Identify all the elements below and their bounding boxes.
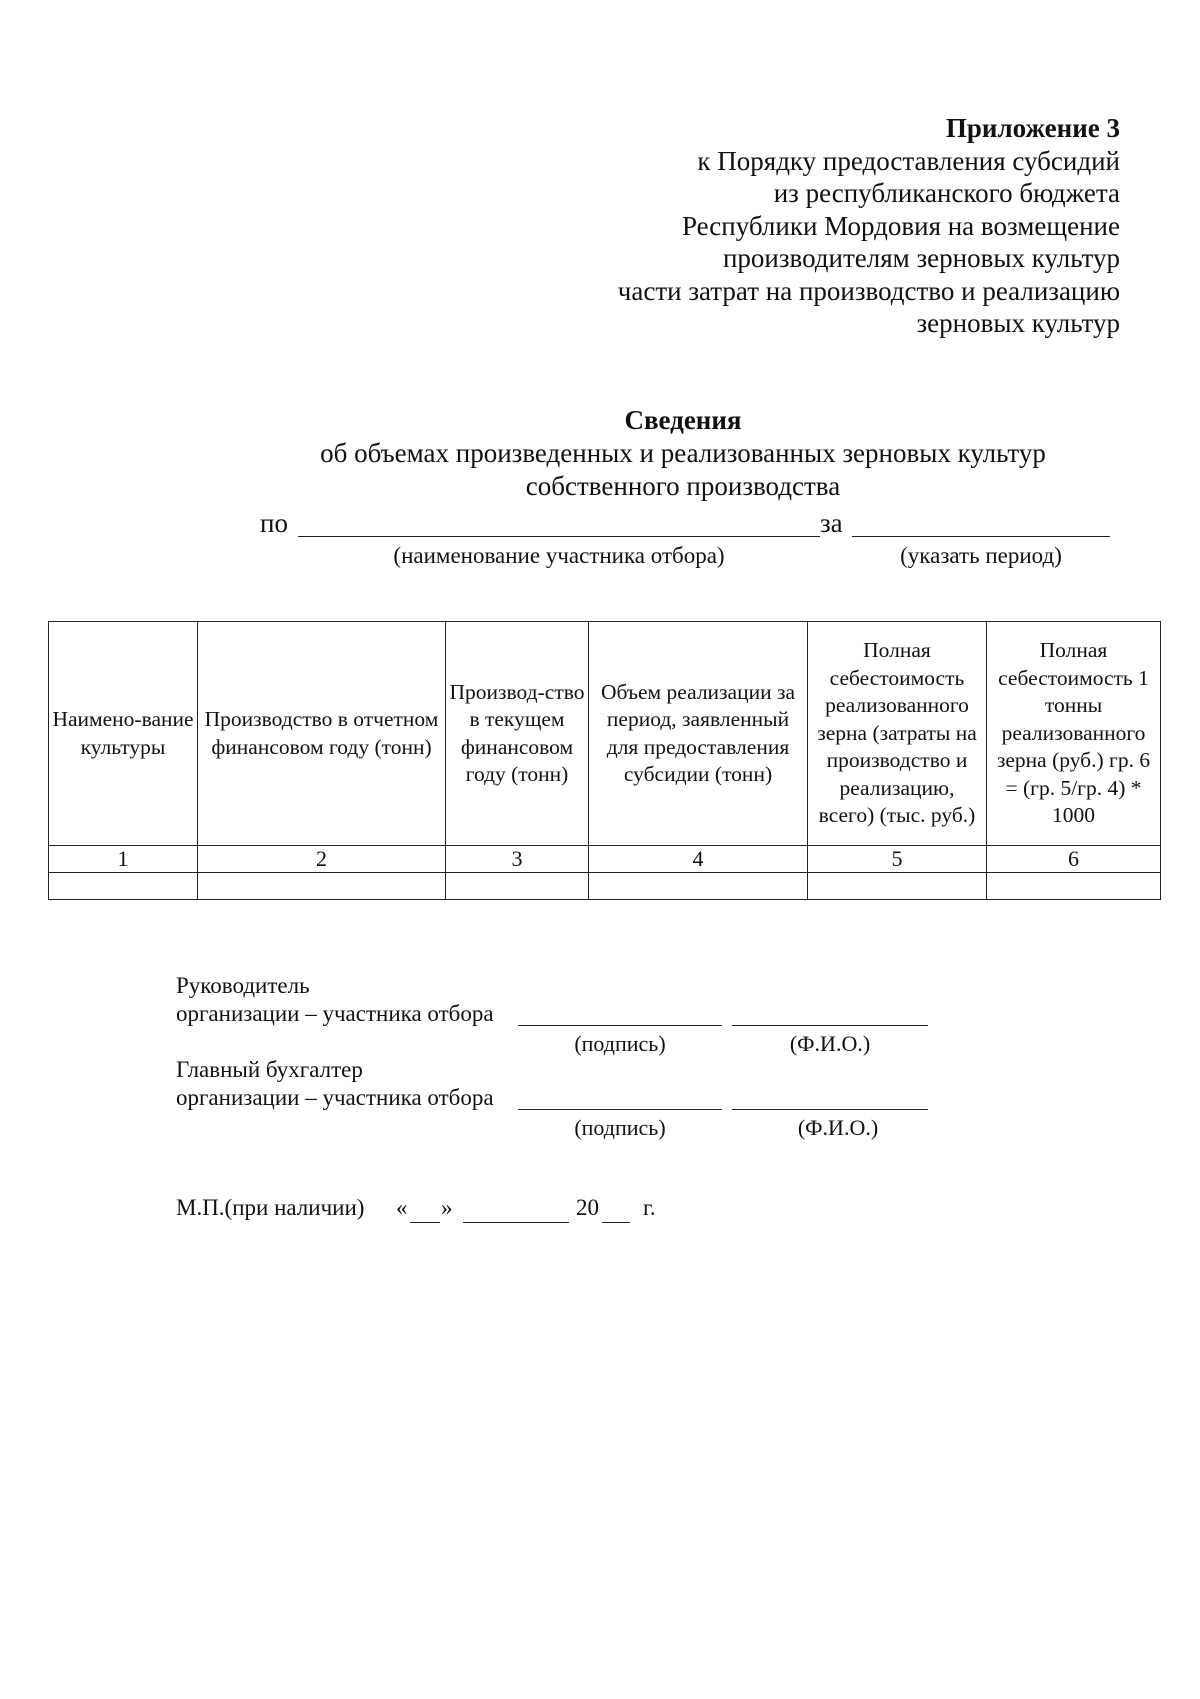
header-cell-production-current-year: Производ-ство в текущем финансовом году (тонн)	[446, 622, 589, 846]
header-cell-crop-name: Наимено-вание культуры	[49, 622, 198, 846]
period-blank[interactable]	[852, 536, 1110, 537]
table-cell[interactable]	[446, 873, 589, 900]
header-cell-production-reporting-year: Производство в отчетном финансовом году (тонн)	[198, 622, 446, 846]
header-cell-sales-volume: Объем реализации за период, заявленный для предоставления субсидии (тонн)	[589, 622, 808, 846]
period-caption: (указать период)	[900, 543, 1062, 568]
table-header-row	[49, 622, 1161, 846]
date-open-quote: «	[396, 1195, 408, 1220]
column-number: 4	[589, 846, 808, 873]
date-close-quote: »	[441, 1195, 453, 1220]
month-blank[interactable]	[463, 1222, 569, 1223]
table-cell[interactable]	[987, 873, 1161, 900]
chief-accountant-title-line1: Главный бухгалтер	[176, 1057, 363, 1082]
day-blank[interactable]	[410, 1222, 440, 1223]
column-number: 5	[808, 846, 987, 873]
head-title-line2: организации – участника отбора	[176, 1001, 494, 1026]
year-blank[interactable]	[602, 1222, 630, 1223]
year-suffix: г.	[643, 1195, 656, 1220]
appendix-line: зерновых культур	[916, 308, 1120, 338]
table-column-numbers-row	[49, 846, 1161, 873]
table-cell[interactable]	[808, 873, 987, 900]
appendix-line: Республики Мордовия на возмещение	[681, 210, 1120, 241]
chief-name-caption: (Ф.И.О.)	[797, 1115, 879, 1140]
chief-name-blank[interactable]	[732, 1109, 928, 1110]
header-cell-cost-per-ton: Полная себестоимость 1 тонны реализованного зерна (руб.) гр. 6 = (гр. 5/гр. 4) * 1000	[987, 622, 1161, 846]
participant-caption: (наименование участника отбора)	[393, 543, 725, 568]
data-table	[48, 621, 1161, 900]
chief-signature-blank[interactable]	[518, 1109, 722, 1110]
table-cell[interactable]	[49, 873, 198, 900]
head-title-line1: Руководитель	[176, 973, 310, 998]
document-subtitle-line: об объемах произведенных и реализованных зерновых культур	[320, 438, 1046, 468]
head-signature-caption: (подпись)	[574, 1031, 666, 1056]
head-name-blank[interactable]	[732, 1025, 928, 1026]
table-row	[49, 873, 1161, 900]
document-subtitle-line: собственного производства	[525, 471, 841, 501]
column-number: 3	[446, 846, 589, 873]
table-cell[interactable]	[198, 873, 446, 900]
column-number: 6	[987, 846, 1161, 873]
chief-signature-caption: (подпись)	[574, 1115, 666, 1140]
appendix-line: производителям зерновых культур	[722, 243, 1120, 273]
appendix-line: из республиканского бюджета	[773, 178, 1120, 208]
header-cell-full-cost: Полная себестоимость реализованного зерна (затраты на производство и реализацию, всего) (тыс. руб.)	[808, 622, 987, 846]
column-number: 2	[198, 846, 446, 873]
po-label: по	[260, 508, 288, 538]
stamp-label: М.П.(при наличии)	[176, 1195, 365, 1220]
head-signature-blank[interactable]	[518, 1025, 722, 1026]
appendix-line: части затрат на производство и реализацию	[617, 275, 1120, 306]
appendix-heading: Приложение 3	[945, 113, 1120, 143]
participant-name-blank[interactable]	[298, 536, 820, 537]
year-prefix: 20	[576, 1195, 599, 1220]
document-title: Сведения	[624, 405, 742, 435]
chief-accountant-title-line2: организации – участника отбора	[176, 1085, 494, 1110]
document-title-block	[0, 404, 1200, 503]
za-label: за	[820, 508, 843, 538]
table-cell[interactable]	[589, 873, 808, 900]
appendix-line: к Порядку предоставления субсидий	[697, 145, 1120, 176]
head-name-caption: (Ф.И.О.)	[789, 1031, 871, 1056]
column-number: 1	[49, 846, 198, 873]
appendix-block	[500, 112, 1120, 340]
